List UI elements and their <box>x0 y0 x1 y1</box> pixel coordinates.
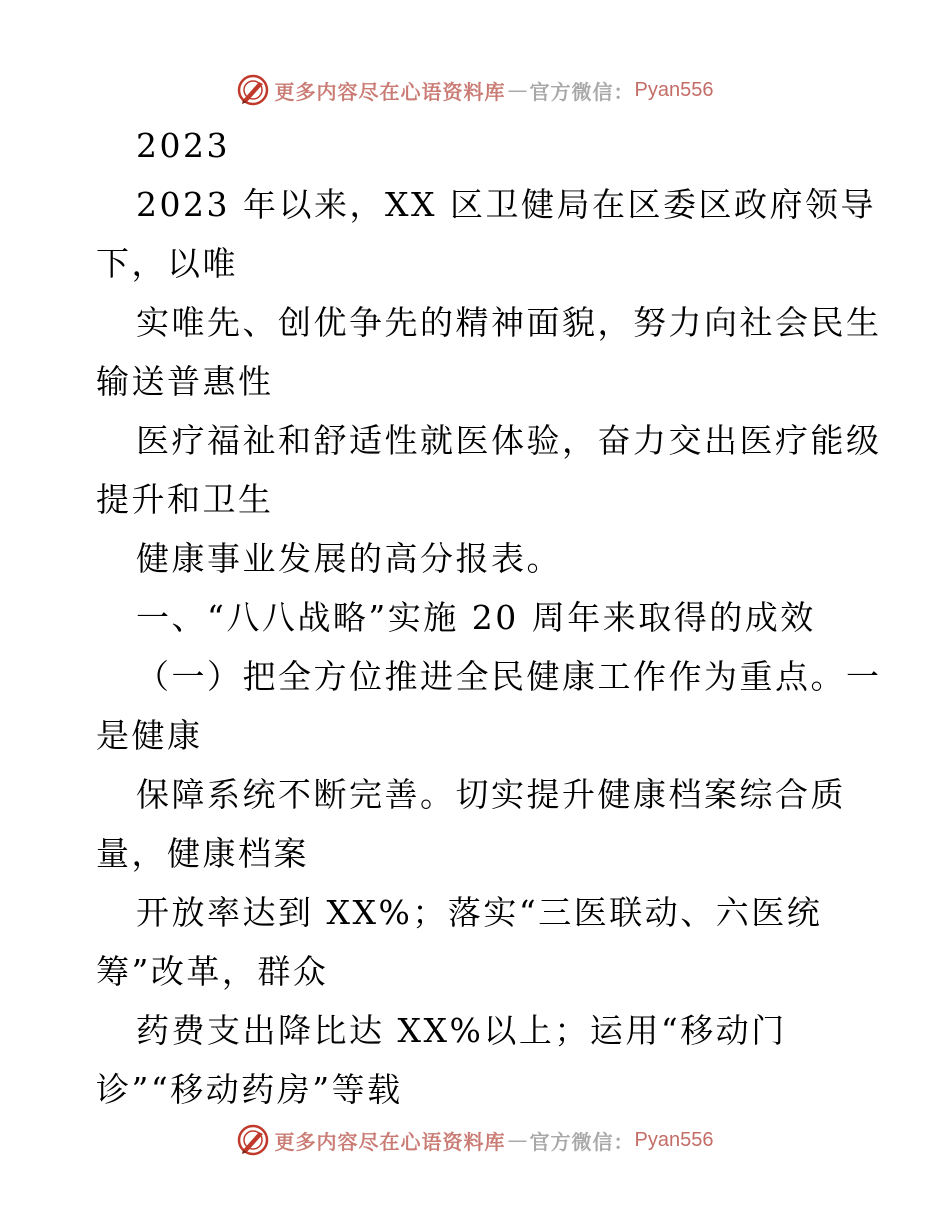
pen-logo-icon <box>237 74 269 106</box>
text-line: 是健康 <box>96 716 203 755</box>
text-line: 健康事业发展的高分报表。 <box>136 539 562 578</box>
text-line: 下，以唯 <box>96 244 238 283</box>
text-line: 医疗福祉和舒适性就医体验，奋力交出医疗能级 <box>136 421 882 460</box>
text-line: 量，健康档案 <box>96 834 309 873</box>
watermark-wechat-id: Pyan556 <box>634 78 714 101</box>
text-line: 输送普惠性 <box>96 362 274 401</box>
watermark-banner-bottom <box>0 1120 950 1160</box>
text-line: 实唯先、创优争先的精神面貌，努力向社会民生 <box>136 303 882 342</box>
watermark-official: 官方微信： <box>529 1129 635 1154</box>
watermark-wechat-id: Pyan556 <box>634 1128 714 1151</box>
text-line: 开放率达到 XX%；落实“三医联动、六医统 <box>136 893 823 932</box>
watermark-banner-top <box>0 70 950 110</box>
text-line: 诊”“移动药房”等载 <box>96 1070 403 1109</box>
text-line: 2023 <box>136 126 230 165</box>
section-heading: 一、“八八战略”实施 20 周年来取得的成效 <box>136 598 816 637</box>
text-line: （一）把全方位推进全民健康工作作为重点。一 <box>136 657 882 696</box>
text-line: 保障系统不断完善。切实提升健康档案综合质 <box>136 775 846 814</box>
text-line: 筹”改革，群众 <box>96 952 329 991</box>
watermark-separator: — <box>507 1128 528 1152</box>
text-line: 提升和卫生 <box>96 480 274 519</box>
pen-logo-icon <box>237 1124 269 1156</box>
watermark-official: 官方微信： <box>529 79 635 104</box>
text-line: 药费支出降比达 XX%以上；运用“移动门 <box>136 1011 787 1050</box>
watermark-label: 更多内容尽在心语资料库 <box>274 1129 506 1154</box>
watermark-label: 更多内容尽在心语资料库 <box>274 79 506 104</box>
text-line: 2023 年以来，XX 区卫健局在区委区政府领导 <box>136 185 876 224</box>
watermark-separator: — <box>507 78 528 102</box>
